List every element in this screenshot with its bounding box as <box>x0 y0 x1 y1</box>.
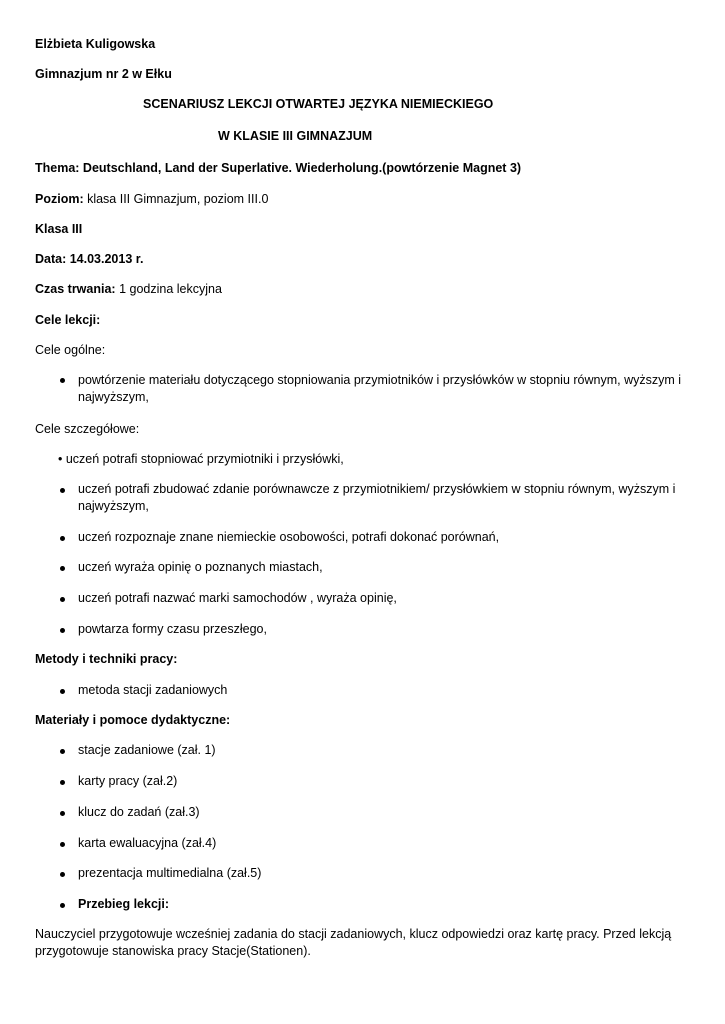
bullet-icon <box>60 749 65 754</box>
goals-heading: Cele lekcji: <box>35 313 101 327</box>
lesson-level <box>35 191 268 207</box>
level-value: klasa III Gimnazjum, poziom III.0 <box>83 192 269 206</box>
duration-value: 1 godzina lekcyjna <box>115 282 222 296</box>
specific-goal-text: uczeń potrafi zbudować zdanie porównawcze z przymiotnikiem/ przysłówkiem w stopniu równym, wyższym i najwyższym, <box>78 482 676 513</box>
method-text: metoda stacji zadaniowych <box>78 683 228 697</box>
lesson-class: Klasa III <box>35 222 83 236</box>
bullet-icon <box>60 689 65 694</box>
bullet-icon <box>60 842 65 847</box>
bullet-icon <box>60 566 65 571</box>
closing-paragraph: Nauczyciel przygotowuje wcześniej zadania do stacji zadaniowych, klucz odpowiedzi oraz kartę pracy. Przed lekcją przygotowuje stanowiska pracy Stacje(Stationen). <box>35 927 672 958</box>
lesson-duration <box>35 281 222 297</box>
document-title-line1: SCENARIUSZ LEKCJI OTWARTEJ JĘZYKA NIEMIECKIEGO <box>143 97 494 111</box>
bullet-icon <box>60 597 65 602</box>
school-name: Gimnazjum nr 2 w Ełku <box>35 67 172 81</box>
bullet-icon <box>60 811 65 816</box>
lesson-date: Data: 14.03.2013 r. <box>35 252 144 266</box>
specific-goals-heading: Cele szczegółowe: <box>35 422 140 436</box>
material-text: prezentacja multimedialna (zał.5) <box>78 866 262 880</box>
materials-heading: Materiały i pomoce dydaktyczne: <box>35 713 231 727</box>
material-text: karta ewaluacyjna (zał.4) <box>78 836 217 850</box>
general-goals-heading: Cele ogólne: <box>35 343 106 357</box>
author-name: Elżbieta Kuligowska <box>35 37 156 51</box>
bullet-icon <box>60 536 65 541</box>
procedure-heading: Przebieg lekcji: <box>78 897 170 911</box>
material-text: stacje zadaniowe (zał. 1) <box>78 743 216 757</box>
specific-goal-text: uczeń rozpoznaje znane niemieckie osobowości, potrafi dokonać porównań, <box>78 530 500 544</box>
bullet-icon <box>60 903 65 908</box>
bullet-icon <box>60 628 65 633</box>
general-goal-text: powtórzenie materiału dotyczącego stopniowania przymiotników i przysłówków w stopniu równym, wyższym i najwyższym, <box>78 373 682 404</box>
specific-goal-text: uczeń potrafi nazwać marki samochodów , wyraża opinię, <box>78 591 397 605</box>
material-text: klucz do zadań (zał.3) <box>78 805 200 819</box>
bullet-icon <box>60 378 65 383</box>
specific-goal-text: uczeń wyraża opinię o poznanych miastach, <box>78 560 323 574</box>
level-label: Poziom: <box>35 192 84 206</box>
specific-goal-text: powtarza formy czasu przeszłego, <box>78 622 267 636</box>
methods-heading: Metody i techniki pracy: <box>35 652 178 666</box>
lesson-topic: Thema: Deutschland, Land der Superlative. Wiederholung.(powtórzenie Magnet 3) <box>35 161 522 175</box>
material-text: karty pracy (zał.2) <box>78 774 178 788</box>
document-title-line2: W KLASIE III GIMNAZJUM <box>218 129 373 143</box>
bullet-icon <box>60 780 65 785</box>
specific-goal-first: • uczeń potrafi stopniować przymiotniki i przysłówki, <box>58 452 344 466</box>
duration-label: Czas trwania: <box>35 282 116 296</box>
bullet-icon <box>60 488 65 493</box>
bullet-icon <box>60 872 65 877</box>
